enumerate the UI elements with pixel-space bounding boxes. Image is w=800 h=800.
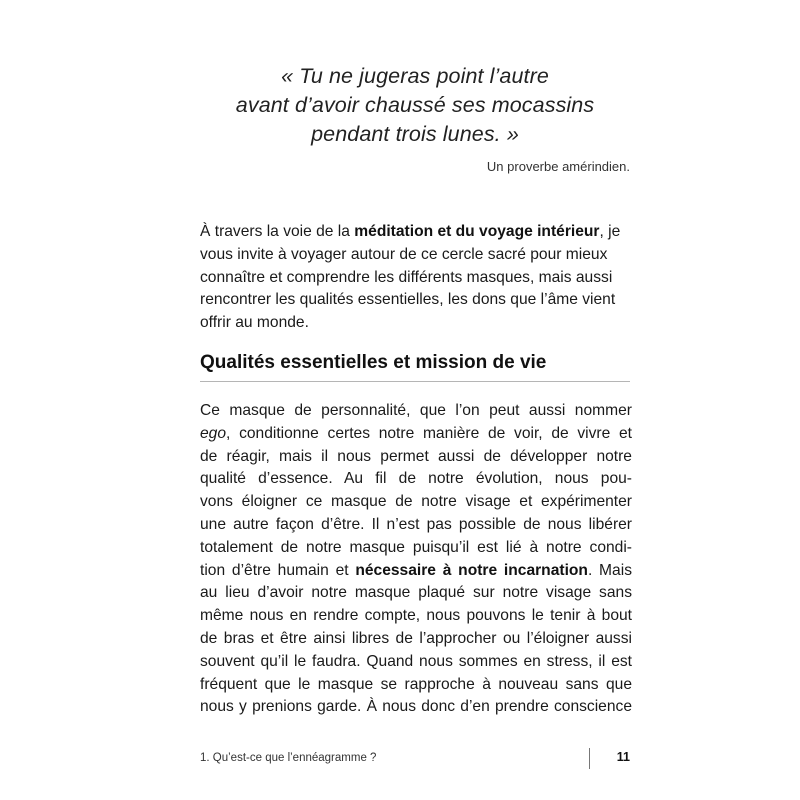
italic-text: ego <box>200 424 227 442</box>
heading-rule <box>200 381 630 382</box>
text-span: . Mais <box>587 561 632 579</box>
text-line <box>200 423 632 446</box>
text-line: vons éloigner ce masque de notre visage et expérimenter <box>200 493 632 511</box>
text-line: totalement de notre masque puisqu’il est lié à notre condi- <box>200 538 632 556</box>
text-line: rencontrer les qualités essentielles, les dons que l’âme vient <box>200 291 616 309</box>
epigraph-line: avant d’avoir chaussé ses mocassins <box>235 93 595 117</box>
section-heading: Qualités essentielles et mission de vie <box>200 352 547 373</box>
text-line <box>200 221 632 244</box>
text-line <box>200 560 632 583</box>
text-span: À travers la voie de la <box>200 223 355 240</box>
text-span: tion d’être humain et <box>200 561 356 579</box>
text-line: souvent qu’il le faudra. Quand nous sommes en stress, il est <box>200 652 632 670</box>
text-line: une autre façon d’être. Il n’est pas possible de nous libérer <box>200 515 632 533</box>
text-line: vous invite à voyager autour de ce cercle sacré pour mieux <box>200 245 608 263</box>
footer-separator <box>589 748 590 769</box>
text-span: , je <box>599 223 621 240</box>
text-line: fréquent que le masque se rapproche à nouveau sans que <box>200 675 632 693</box>
text-line: de bras et être ainsi libres de l’approcher ou l’éloigner aussi <box>200 629 632 647</box>
page-number: 11 <box>616 750 630 764</box>
epigraph-quote <box>200 62 630 149</box>
text-line: nous y prenions garde. À nous donc d’en prendre conscience <box>200 698 632 716</box>
running-footer-chapter: 1. Qu’est-ce que l’ennéagramme ? <box>200 752 377 764</box>
text-line: connaître et comprendre les différents masques, mais aussi <box>200 268 613 286</box>
epigraph-attribution: Un proverbe amérindien. <box>486 159 630 174</box>
text-line: qualité d’essence. Au fil de notre évolution, nous pou- <box>200 470 632 488</box>
text-line: même nous en rendre compte, nous pouvons le tenir à bout <box>200 607 632 625</box>
text-span: , conditionne certes notre manière de voir, de vivre et <box>226 424 632 442</box>
text-line: Ce masque de personnalité, que l’on peut aussi nommer <box>200 402 632 419</box>
body-paragraph <box>200 400 632 719</box>
text-line: au lieu d’avoir notre masque plaqué sur notre visage sans <box>200 584 632 602</box>
epigraph-line: pendant trois lunes. » <box>311 122 519 146</box>
bold-text: nécessaire à notre incarnation <box>355 561 588 579</box>
text-line: de réagir, mais il nous permet aussi de développer notre <box>200 447 632 465</box>
epigraph-line: « Tu ne jugeras point l’autre <box>281 64 549 88</box>
intro-paragraph <box>200 221 632 335</box>
text-line: offrir au monde. <box>200 314 309 332</box>
bold-text: méditation et du voyage intérieur <box>354 223 600 240</box>
